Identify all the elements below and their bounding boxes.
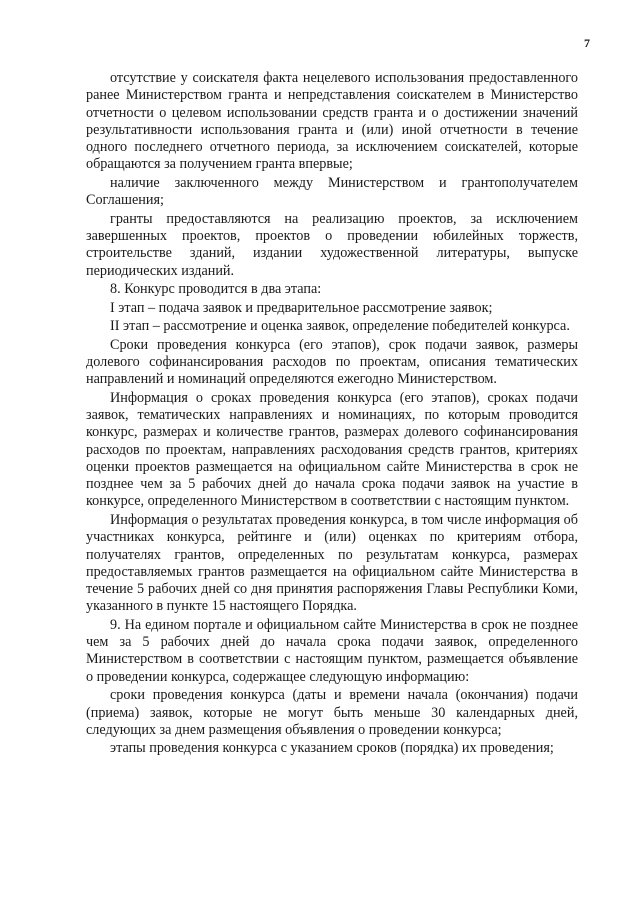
document-body <box>86 70 578 759</box>
paragraph: II этап – рассмотрение и оценка заявок, определение победителей конкурса. <box>110 318 570 335</box>
paragraph: I этап – подача заявок и предварительное рассмотрение заявок; <box>110 299 493 316</box>
page-number: 7 <box>584 36 590 50</box>
paragraph: отсутствие у соискателя факта нецелевого использования предоставленного ранее Министерством гранта и непредставления соискателем в Министерство отчетности о целевом использовании средств гранта и о достижении значений результативности использования гранта и (или) иной отчетности в течение одного последнего отчетного периода, за исключением соискателей, которые обращаются за получением гранта впервые; <box>86 70 578 173</box>
paragraph: 8. Конкурс проводится в два этапа: <box>110 281 322 298</box>
paragraph: Информация о результатах проведения конкурса, в том числе информация об участниках конкурса, рейтинге и (или) оценках по критериям отбора, получателях грантов, определенных по результатам конкурса, размерах предоставляемых грантов размещается на официальном сайте Министерства в течение 5 рабочих дней со дня принятия распоряжения Главы Республики Коми, указанного в пункте 15 настоящего Порядка. <box>86 511 578 615</box>
paragraph: этапы проведения конкурса с указанием сроков (порядка) их проведения; <box>110 740 554 757</box>
paragraph: сроки проведения конкурса (даты и времени начала (окончания) подачи (приема) заявок, которые не могут быть меньше 30 календарных дней, следующих за днем размещения объявления о проведении конкурса; <box>86 687 578 738</box>
paragraph: наличие заключенного между Министерством и грантополучателем Соглашения; <box>86 174 578 209</box>
paragraph: Сроки проведения конкурса (его этапов), срок подачи заявок, размеры долевого софинансирования расходов по проектам, описания тематических направлений и номинаций определяются ежегодно Министерством. <box>86 336 578 388</box>
paragraph: 9. На едином портале и официальном сайте Министерства в срок не позднее чем за 5 рабочих дней до начала срока подачи заявок, определенного Министерством в соответствии с настоящим пунктом, размещается объявление о проведении конкурса, содержащее следующую информацию: <box>86 616 578 685</box>
paragraph: гранты предоставляются на реализацию проектов, за исключением завершенных проектов, проектов о проведении юбилейных торжеств, строительстве зданий, издании художественной литературы, выпуске периодических изданий. <box>86 210 578 279</box>
paragraph: Информация о сроках проведения конкурса (его этапов), сроках подачи заявок, тематических направлениях и номинациях, по которым проводится конкурс, размерах и количестве грантов, размерах долевого софинансирования расходов по проектам, направлениях расходования средств грантов, критериях оценки проектов размещается на официальном сайте Министерства в срок не позднее чем за 5 рабочих дней до начала срока подачи заявок на участие в конкурсе, определенного Министерством в соответствии с настоящим пунктом. <box>86 389 578 510</box>
